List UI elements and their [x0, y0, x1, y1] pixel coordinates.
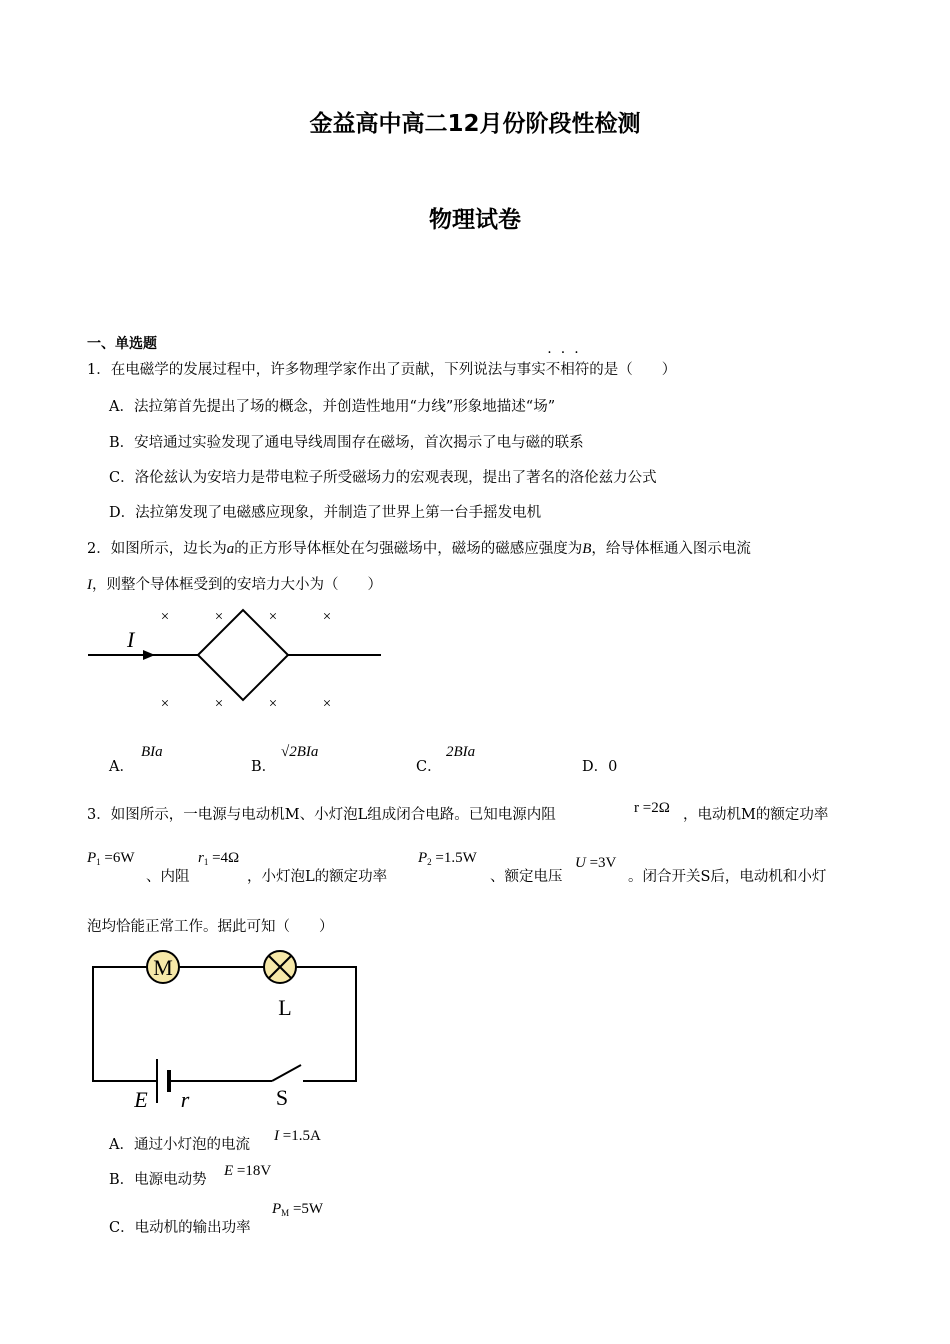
motor-label: M: [153, 955, 173, 980]
q1-option-a[interactable]: A．法拉第首先提出了场的概念，并创造性地用“力线”形象地描述“场”: [109, 399, 556, 415]
internal-resistance-label: r: [180, 1087, 190, 1112]
lamp-label: L: [278, 995, 292, 1020]
sep-lamp: ，小灯泡L的额定功率: [247, 869, 388, 885]
question-1-stem: [87, 345, 677, 379]
exam-subtitle: 物理试卷: [429, 207, 521, 233]
q3-option-b-expr[interactable]: E =18V: [224, 1163, 272, 1179]
q2-option-d[interactable]: D．0: [582, 759, 618, 775]
q3-circuit-figure: [85, 945, 370, 1115]
field-mark: ×: [322, 609, 332, 625]
q1-option-d[interactable]: D．法拉第发现了电磁感应现象，并制造了世界上第一台手摇发电机: [109, 505, 542, 521]
question-3-stem-line3: 泡均恰能正常工作。据此可知（ ）: [87, 919, 334, 935]
question-2-stem-line2: I，则整个导体框受到的安培力大小为（ ）: [87, 577, 382, 593]
q2-option-a-label[interactable]: A．: [109, 759, 134, 775]
q3-option-c[interactable]: C．电动机的输出功率: [109, 1220, 251, 1236]
emphasis-text: ··· 不相符: [545, 345, 590, 378]
emf-label: E: [134, 1087, 148, 1112]
stem-text-end: 的是（ ）: [589, 362, 677, 378]
field-mark: ×: [268, 696, 278, 712]
wire-right: [296, 967, 356, 1081]
q2-option-c-text[interactable]: 2BIa: [446, 744, 476, 760]
q2-option-a-text[interactable]: BIa: [141, 744, 163, 760]
question-3-stem-line2-end: 。闭合开关S后，电动机和小灯: [628, 869, 827, 885]
P1-expression: $P_1 =6W$: [87, 850, 135, 867]
stem-text: 在电磁学的发展过程中，许多物理学家作出了贡献，下列说法与事实: [110, 362, 546, 378]
r-expression: r =2Ω: [634, 800, 670, 816]
field-mark: ×: [268, 609, 278, 625]
emphasis-dots: ···: [547, 345, 588, 361]
r1-expression: $r_1 =4\Omega$: [198, 850, 240, 867]
switch-blade: [272, 1065, 301, 1081]
question-number: 1．: [87, 362, 111, 378]
field-mark: ×: [322, 696, 332, 712]
question-2-stem-line1: 2．如图所示，边长为a的正方形导体框处在匀强磁场中，磁场的磁感应强度为B，给导体框通入图示电流: [87, 541, 751, 557]
q3-option-b[interactable]: B．电源电动势: [109, 1172, 207, 1188]
field-mark: ×: [160, 696, 170, 712]
q2-option-c-label[interactable]: C．: [416, 759, 442, 775]
current-label: I: [127, 627, 135, 652]
q3-option-a[interactable]: A．通过小灯泡的电流: [109, 1137, 250, 1153]
wire-left: [93, 967, 157, 1081]
q3-option-a-expr[interactable]: I =1.5A: [274, 1128, 321, 1144]
q2-option-b-label[interactable]: B．: [251, 759, 277, 775]
field-mark: ×: [214, 609, 224, 625]
q2-option-b-text[interactable]: √2BIa: [281, 744, 319, 760]
P2-expression: $P_2 =1.5W$: [418, 850, 477, 867]
field-mark: ×: [160, 609, 170, 625]
section-heading: 一、单选题: [87, 336, 157, 352]
q1-option-c[interactable]: C．洛伦兹认为安培力是带电粒子所受磁场力的宏观表现，提出了著名的洛伦兹力公式: [109, 470, 657, 486]
question-3-stem-line1-end: ，电动机M的额定功率: [683, 807, 829, 823]
sep-internal: 、内阻: [146, 869, 190, 885]
sep-voltage: 、额定电压: [490, 869, 563, 885]
switch-label: S: [275, 1085, 289, 1110]
U-expression: U =3V: [575, 855, 617, 871]
q3-option-c-expr[interactable]: $P_M =5W$: [272, 1201, 324, 1218]
question-3-stem-line1: 3．如图所示，一电源与电动机M、小灯泡L组成闭合电路。已知电源内阻: [87, 807, 556, 823]
q1-option-b[interactable]: B．安培通过实验发现了通电导线周围存在磁场，首次揭示了电与磁的联系: [109, 435, 584, 451]
current-arrow: [143, 650, 155, 660]
exam-title: 金益高中高二12月份阶段性检测: [309, 111, 641, 137]
field-mark: ×: [214, 696, 224, 712]
q2-figure: [85, 600, 395, 720]
